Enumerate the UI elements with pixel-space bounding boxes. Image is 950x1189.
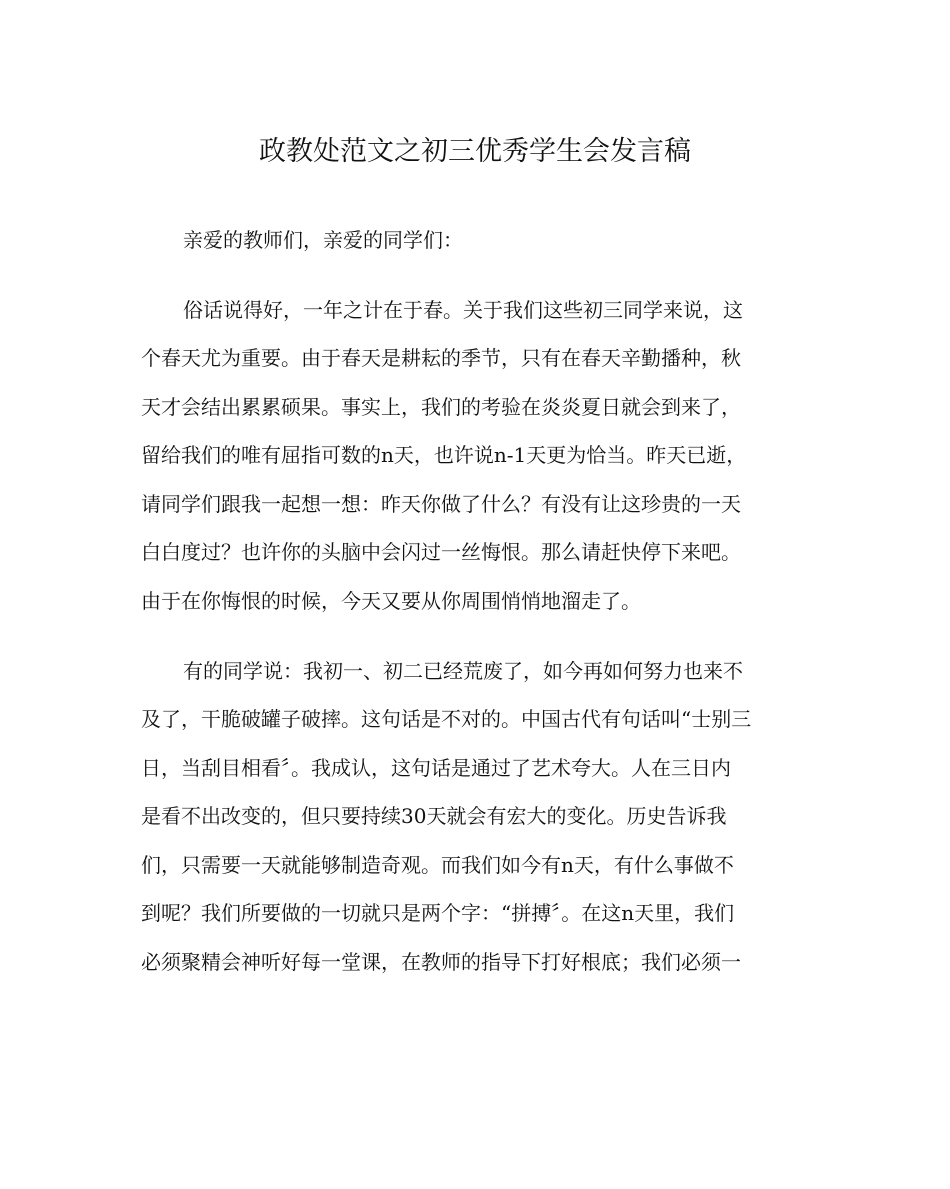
paragraph-2-line: 日，当刮目相看〞。我成认，这句话是通过了艺术夸大。人在三日内 [141, 756, 731, 780]
paragraph-2-line: 有的同学说：我初一、初二已经荒废了，如今再如何努力也来不 [183, 659, 743, 683]
paragraph-1-line: 个春天尤为重要。由于春天是耕耘的季节，只有在春天辛勤播种，秋 [141, 346, 741, 370]
paragraph-2-line: 到呢？我们所要做的一切就只是两个字：“拼搏〞。在这n天里，我们 [141, 901, 735, 925]
paragraph-1-line: 由于在你悔恨的时候，今天又要从你周围悄悄地溜走了。 [141, 589, 641, 613]
paragraph-1-line: 留给我们的唯有屈指可数的n天，也许说n-1天更为恰当。昨天已逝， [141, 443, 747, 467]
paragraph-1-line: 请同学们跟我一起想一想：昨天你做了什么？有没有让这珍贵的一天 [141, 492, 741, 516]
paragraph-1-line: 天才会结出累累硕果。事实上，我们的考验在炎炎夏日就会到来了， [141, 395, 741, 419]
paragraph-2-line: 是看不出改变的，但只要持续30天就会有宏大的变化。历史告诉我 [141, 804, 727, 828]
paragraph-1-line: 俗话说得好，一年之计在于春。关于我们这些初三同学来说，这 [183, 298, 743, 322]
paragraph-2-line: 及了，干脆破罐子破摔。这句话是不对的。中国古代有句话叫“士别三 [141, 707, 752, 731]
greeting-line: 亲爱的教师们，亲爱的同学们： [183, 228, 463, 252]
document-title: 政教处范文之初三优秀学生会发言稿 [259, 136, 691, 167]
paragraph-1-line: 白白度过？也许你的头脑中会闪过一丝悔恨。那么请赶快停下来吧。 [141, 540, 741, 564]
paragraph-2-line: 们，只需要一天就能够制造奇观。而我们如今有n天，有什么事做不 [141, 853, 734, 877]
paragraph-2-line: 必须聚精会神听好每一堂课，在教师的指导下打好根底；我们必须一 [141, 950, 741, 974]
